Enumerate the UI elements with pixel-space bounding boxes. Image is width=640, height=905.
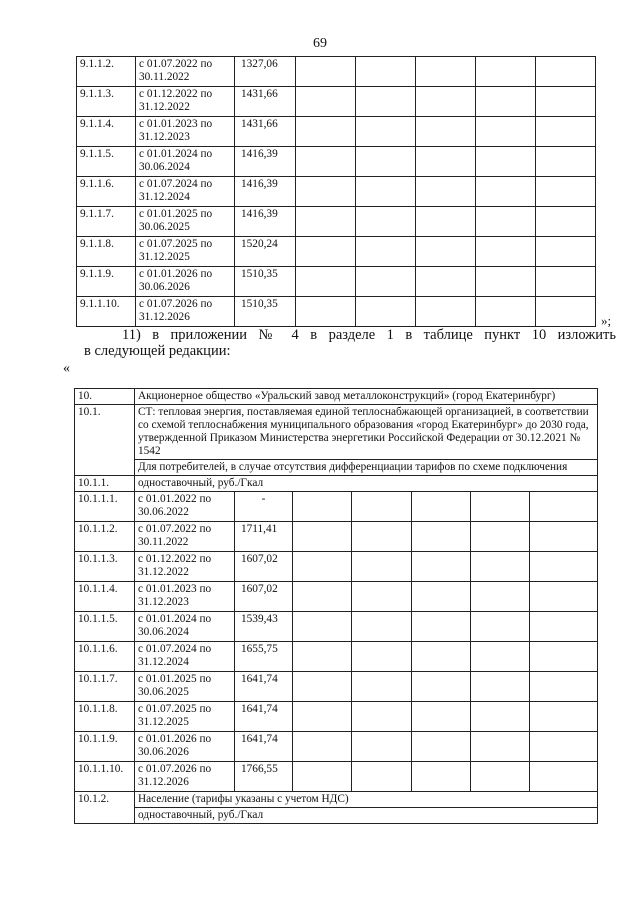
st-text: СТ: тепловая энергия, поставляемая единой теплоснабжающей организацией, в соответствии со схемой теплоснабжения муниципального образования «город Екатеринбург» до 2030 года, утвержденной Приказом Министерства энергетики Российской Федерации от 30.12.2021 № 1542: [135, 405, 598, 460]
empty-cell: [356, 237, 416, 267]
table-row: [77, 267, 596, 297]
empty-cell: [471, 642, 530, 672]
empty-cell: [412, 672, 471, 702]
row-period: с 01.01.2025 по 30.06.2025: [135, 672, 235, 702]
empty-cell: [356, 207, 416, 237]
empty-cell: [471, 582, 530, 612]
row-value: 1431,66: [235, 117, 296, 147]
empty-cell: [476, 207, 536, 237]
empty-cell: [293, 552, 352, 582]
row-code: 9.1.1.9.: [77, 267, 136, 297]
row-value: 1539,43: [235, 612, 293, 642]
empty-cell: [352, 702, 412, 732]
empty-cell: [416, 57, 476, 87]
empty-cell: [296, 207, 356, 237]
empty-cell: [471, 762, 530, 792]
row-value: 1416,39: [235, 147, 296, 177]
row-code: 10.1.1.7.: [75, 672, 135, 702]
empty-cell: [530, 492, 598, 522]
row-period: с 01.01.2025 по 30.06.2025: [136, 207, 235, 237]
table-row: [75, 582, 598, 612]
empty-cell: [476, 177, 536, 207]
empty-cell: [416, 237, 476, 267]
table-row: [77, 117, 596, 147]
empty-cell: [296, 267, 356, 297]
row-value: 1416,39: [235, 177, 296, 207]
row-code: 9.1.1.7.: [77, 207, 136, 237]
empty-cell: [416, 147, 476, 177]
empty-cell: [471, 612, 530, 642]
empty-cell: [471, 552, 530, 582]
empty-cell: [352, 732, 412, 762]
empty-cell: [356, 117, 416, 147]
empty-cell: [412, 642, 471, 672]
rate-row: [75, 476, 598, 492]
row-period: с 01.01.2026 по 30.06.2026: [135, 732, 235, 762]
empty-cell: [412, 732, 471, 762]
empty-cell: [416, 87, 476, 117]
row-code: 10.1.1.3.: [75, 552, 135, 582]
row-period: с 01.07.2024 по 31.12.2024: [136, 177, 235, 207]
org-name: Акционерное общество «Уральский завод металлоконструкций» (город Екатеринбург): [135, 389, 598, 405]
empty-cell: [476, 267, 536, 297]
empty-cell: [356, 297, 416, 327]
population-text: Население (тарифы указаны с учетом НДС): [135, 792, 598, 808]
rate-code: 10.1.1.: [75, 476, 135, 492]
row-period: с 01.07.2022 по 30.11.2022: [135, 522, 235, 552]
rate-text: одноставочный, руб./Гкал: [135, 476, 598, 492]
empty-cell: [293, 642, 352, 672]
table-row: [75, 522, 598, 552]
empty-cell: [293, 672, 352, 702]
row-period: с 01.07.2026 по 31.12.2026: [136, 297, 235, 327]
empty-cell: [293, 702, 352, 732]
empty-cell: [536, 267, 596, 297]
empty-cell: [536, 147, 596, 177]
empty-cell: [352, 552, 412, 582]
empty-cell: [536, 237, 596, 267]
row-code: 10.1.1.6.: [75, 642, 135, 672]
empty-cell: [536, 87, 596, 117]
table-row: [77, 207, 596, 237]
empty-cell: [471, 522, 530, 552]
consumers-row: [75, 460, 598, 476]
population-rate-text: одноставочный, руб./Гкал: [135, 808, 598, 824]
org-code: 10.: [75, 389, 135, 405]
row-period: с 01.07.2026 по 31.12.2026: [135, 762, 235, 792]
empty-cell: [412, 582, 471, 612]
empty-cell: [530, 672, 598, 702]
empty-cell: [356, 57, 416, 87]
empty-cell: [293, 582, 352, 612]
row-code: 9.1.1.3.: [77, 87, 136, 117]
empty-cell: [412, 522, 471, 552]
empty-cell: [412, 702, 471, 732]
st-code: 10.1.: [75, 405, 135, 476]
empty-cell: [416, 207, 476, 237]
empty-cell: [530, 552, 598, 582]
empty-cell: [293, 612, 352, 642]
row-code: 10.1.1.8.: [75, 702, 135, 732]
row-period: с 01.01.2024 по 30.06.2024: [135, 612, 235, 642]
row-code: 9.1.1.5.: [77, 147, 136, 177]
row-code: 9.1.1.8.: [77, 237, 136, 267]
population-row: [75, 792, 598, 808]
consumers-text: Для потребителей, в случае отсутствия дифференциации тарифов по схеме подключения: [135, 460, 598, 476]
row-period: с 01.07.2022 по 30.11.2022: [136, 57, 235, 87]
empty-cell: [416, 267, 476, 297]
empty-cell: [530, 732, 598, 762]
table-row: [75, 642, 598, 672]
table-row: [75, 672, 598, 702]
table-row: [75, 702, 598, 732]
table-row: [77, 237, 596, 267]
empty-cell: [536, 117, 596, 147]
row-code: 9.1.1.4.: [77, 117, 136, 147]
empty-cell: [530, 702, 598, 732]
st-row: [75, 405, 598, 460]
empty-cell: [471, 732, 530, 762]
table-row: [77, 57, 596, 87]
empty-cell: [530, 612, 598, 642]
empty-cell: [412, 552, 471, 582]
empty-cell: [296, 57, 356, 87]
row-value: 1711,41: [235, 522, 293, 552]
row-value: 1641,74: [235, 702, 293, 732]
empty-cell: [296, 237, 356, 267]
empty-cell: [530, 522, 598, 552]
empty-cell: [356, 87, 416, 117]
empty-cell: [530, 762, 598, 792]
row-period: с 01.07.2025 по 31.12.2025: [136, 237, 235, 267]
empty-cell: [471, 672, 530, 702]
row-period: с 01.01.2022 по 30.06.2022: [135, 492, 235, 522]
empty-cell: [536, 57, 596, 87]
empty-cell: [296, 177, 356, 207]
table-row: [75, 552, 598, 582]
page-number: 69: [313, 36, 327, 51]
empty-cell: [476, 117, 536, 147]
row-code: 9.1.1.2.: [77, 57, 136, 87]
table-row: [75, 732, 598, 762]
empty-cell: [412, 762, 471, 792]
row-period: с 01.01.2026 по 30.06.2026: [136, 267, 235, 297]
empty-cell: [352, 492, 412, 522]
empty-cell: [536, 297, 596, 327]
empty-cell: [530, 582, 598, 612]
row-value: 1416,39: [235, 207, 296, 237]
row-value: 1607,02: [235, 552, 293, 582]
tariff-table-new: [74, 388, 598, 824]
row-code: 9.1.1.6.: [77, 177, 136, 207]
empty-cell: [293, 492, 352, 522]
empty-cell: [296, 117, 356, 147]
row-code: 9.1.1.10.: [77, 297, 136, 327]
tariff-table-continued: [76, 56, 596, 327]
table-row: [75, 612, 598, 642]
amendment-paragraph-line1: 11) в приложении № 4 в разделе 1 в таблице пункт 10 изложить: [122, 327, 616, 343]
closing-quote: »;: [601, 313, 612, 328]
empty-cell: [416, 177, 476, 207]
row-period: с 01.07.2025 по 31.12.2025: [135, 702, 235, 732]
empty-cell: [412, 492, 471, 522]
row-code: 10.1.1.1.: [75, 492, 135, 522]
empty-cell: [293, 762, 352, 792]
row-period: с 01.01.2024 по 30.06.2024: [136, 147, 235, 177]
empty-cell: [352, 582, 412, 612]
org-row: [75, 389, 598, 405]
empty-cell: [352, 522, 412, 552]
row-period: с 01.07.2024 по 31.12.2024: [135, 642, 235, 672]
table-row: [77, 297, 596, 327]
row-period: с 01.01.2023 по 31.12.2023: [136, 117, 235, 147]
amendment-paragraph-line2: в следующей редакции:: [84, 343, 231, 359]
empty-cell: [471, 702, 530, 732]
empty-cell: [412, 612, 471, 642]
row-code: 10.1.1.5.: [75, 612, 135, 642]
row-value: 1766,55: [235, 762, 293, 792]
row-value: 1510,35: [235, 267, 296, 297]
row-value: 1510,35: [235, 297, 296, 327]
table-row: [75, 762, 598, 792]
row-value: 1655,75: [235, 642, 293, 672]
empty-cell: [293, 522, 352, 552]
empty-cell: [296, 297, 356, 327]
row-value: 1641,74: [235, 672, 293, 702]
empty-cell: [352, 762, 412, 792]
row-code: 10.1.1.9.: [75, 732, 135, 762]
row-value: -: [235, 492, 293, 522]
empty-cell: [530, 642, 598, 672]
empty-cell: [356, 267, 416, 297]
population-code: 10.1.2.: [75, 792, 135, 824]
empty-cell: [416, 297, 476, 327]
empty-cell: [352, 612, 412, 642]
row-code: 10.1.1.2.: [75, 522, 135, 552]
row-value: 1607,02: [235, 582, 293, 612]
empty-cell: [296, 147, 356, 177]
row-period: с 01.12.2022 по 31.12.2022: [136, 87, 235, 117]
row-code: 10.1.1.10.: [75, 762, 135, 792]
empty-cell: [536, 177, 596, 207]
row-value: 1431,66: [235, 87, 296, 117]
empty-cell: [352, 642, 412, 672]
empty-cell: [352, 672, 412, 702]
empty-cell: [476, 237, 536, 267]
empty-cell: [476, 147, 536, 177]
empty-cell: [293, 732, 352, 762]
row-value: 1327,06: [235, 57, 296, 87]
opening-quote: «: [63, 361, 70, 376]
row-value: 1641,74: [235, 732, 293, 762]
empty-cell: [476, 87, 536, 117]
empty-cell: [476, 297, 536, 327]
empty-cell: [471, 492, 530, 522]
empty-cell: [356, 147, 416, 177]
table-row: [77, 87, 596, 117]
empty-cell: [476, 57, 536, 87]
empty-cell: [296, 87, 356, 117]
empty-cell: [416, 117, 476, 147]
row-period: с 01.12.2022 по 31.12.2022: [135, 552, 235, 582]
empty-cell: [356, 177, 416, 207]
empty-cell: [536, 207, 596, 237]
table-row: [75, 492, 598, 522]
table-row: [77, 147, 596, 177]
row-code: 10.1.1.4.: [75, 582, 135, 612]
population-rate-row: [75, 808, 598, 824]
row-value: 1520,24: [235, 237, 296, 267]
row-period: с 01.01.2023 по 31.12.2023: [135, 582, 235, 612]
table-row: [77, 177, 596, 207]
